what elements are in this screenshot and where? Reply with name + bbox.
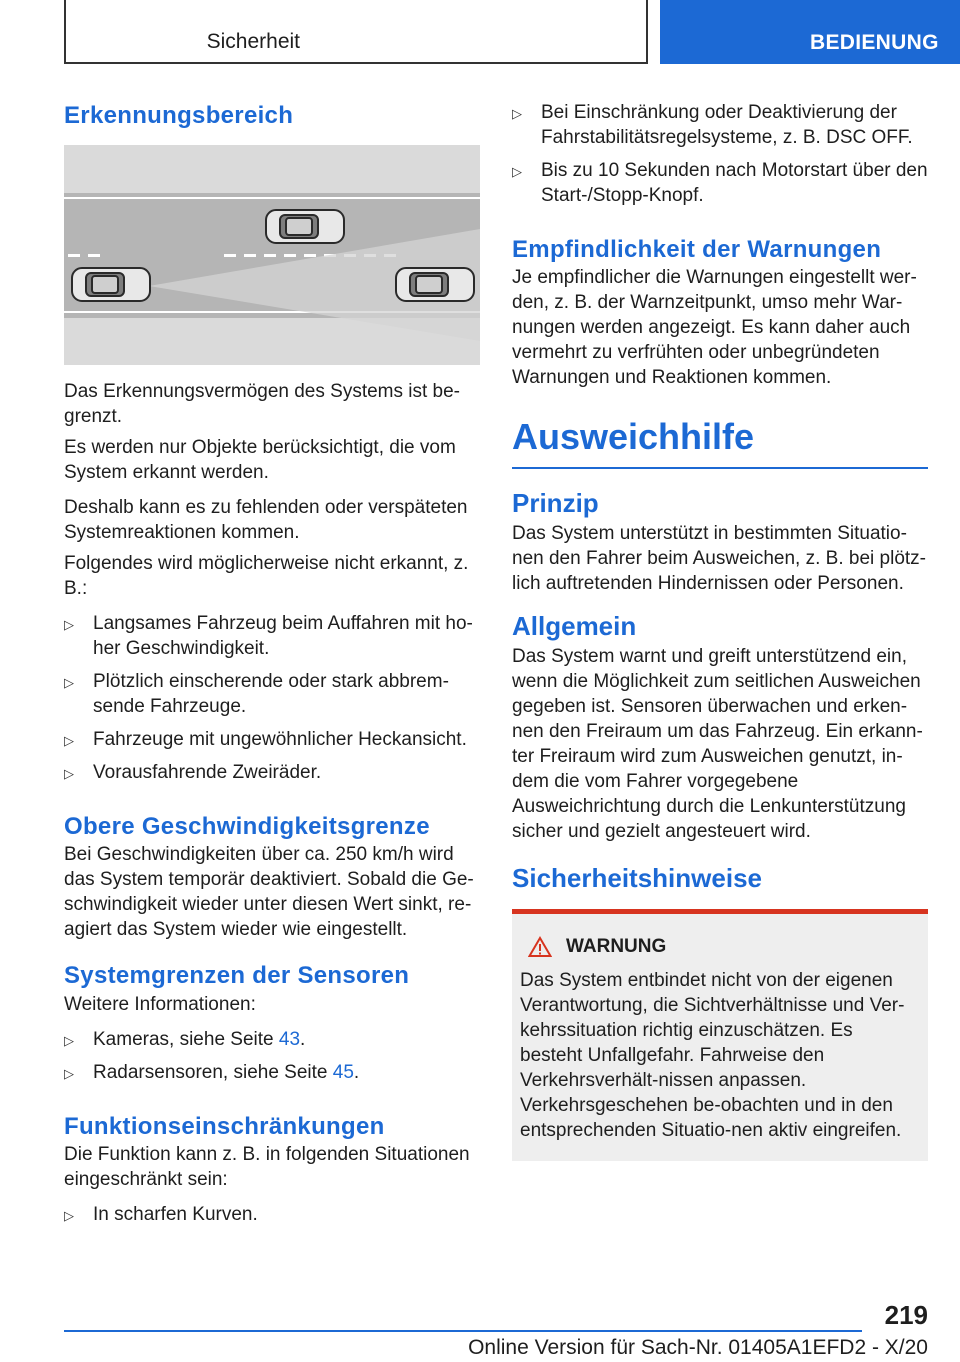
warning-title: WARNUNG [566, 936, 667, 958]
triangle-bullet-icon: ▷ [64, 1032, 74, 1048]
heading-systemgrenzen-sensoren: Systemgrenzen der Sensoren [64, 962, 410, 990]
paragraph: Das System unterstützt in bestimmten Situatio-nen den Fahrer beim Ausweichen, z. B. bei plötz-lich auftretenden Hindernissen oder Personen. [512, 522, 927, 594]
paragraph: Das Erkennungsvermögen des Systems ist be-grenzt. [64, 381, 461, 428]
triangle-bullet-icon: ▷ [64, 675, 74, 691]
paragraph: Es werden nur Objekte berücksichtigt, die vom System erkannt werden. [64, 437, 456, 484]
page-link-43[interactable]: 43 [278, 1028, 301, 1050]
heading-sicherheitshinweise: Sicherheitshinweise [512, 862, 762, 893]
warning-box [512, 909, 928, 1161]
not-detected-list [64, 611, 480, 785]
header-chapter-label: BEDIENUNG [810, 31, 939, 54]
warning-triangle-icon [528, 936, 552, 958]
footer-rule [64, 1330, 862, 1332]
triangle-bullet-icon: ▷ [64, 1065, 74, 1081]
list-item: ▷ Langsames Fahrzeug beim Auffahren mit ho-her Geschwindigkeit. [64, 613, 473, 660]
list-item: ▷ Bis zu 10 Sekunden nach Motorstart über den Start-/Stopp-Knopf. [512, 160, 928, 206]
page-link-45[interactable]: 45 [332, 1061, 354, 1083]
paragraph: Die Funktion kann z. B. in folgenden Situationen eingeschränkt sein: [64, 1143, 470, 1190]
triangle-bullet-icon: ▷ [64, 1207, 74, 1223]
paragraph: Weitere Informationen: [64, 993, 256, 1015]
list-item: ▷ Kameras, siehe Seite 43. [64, 1027, 480, 1052]
right-column [512, 100, 928, 1161]
header-frame [64, 0, 648, 64]
paragraph: Das System warnt und greift unterstützend ein, wenn die Möglichkeit zum seitlichen Ausweichen gegeben ist. Sensoren überwachen und erken-nen den Freiraum um das Fahrzeug. Ein erkann-ter Freiraum wird zum Ausweichen genutzt, in-dem die vom Fahrer vorgegebene Ausweichrichtung durch die Lenkunterstützung sicher und gezielt angesteuert wird. [512, 645, 923, 842]
car-left [72, 268, 150, 301]
limitation-list-continued [512, 100, 928, 208]
triangle-bullet-icon: ▷ [64, 733, 74, 749]
heading-empfindlichkeit: Empfindlichkeit der Warnungen [512, 236, 882, 263]
list-item: ▷ Bei Einschränkung oder Deaktivierung der Fahrstabilitätsregelsysteme, z. B. DSC OFF. [512, 102, 913, 148]
paragraph: Folgendes wird möglicherweise nicht erkannt, z. B.: [64, 553, 469, 600]
header-section-title: Sicherheit [206, 30, 300, 53]
car-right [396, 268, 474, 301]
heading-ausweichhilfe: Ausweichhilfe [512, 416, 755, 458]
heading-funktionseinschraenkungen: Funktionseinschränkungen [64, 1112, 385, 1140]
triangle-bullet-icon: ▷ [512, 164, 522, 179]
left-column [64, 100, 480, 1235]
page-number: 219 [884, 1300, 928, 1330]
heading-allgemein: Allgemein [512, 610, 637, 641]
list-item: ▷ Plötzlich einscherende oder stark abbrem-sende Fahrzeuge. [64, 671, 449, 718]
heading-obere-geschwindigkeitsgrenze: Obere Geschwindigkeitsgrenze [64, 813, 430, 841]
triangle-bullet-icon: ▷ [512, 106, 522, 121]
paragraph: Je empfindlicher die Warnungen eingestellt wer-den, z. B. der Warnzeitpunkt, umso mehr War-nungen werden angezeigt. Es kann daher auch vermehrt zu verfrühten oder unbegründeten Warnungen und Reaktionen kommen. [512, 267, 917, 389]
triangle-bullet-icon: ▷ [64, 766, 74, 782]
detection-range-illustration [64, 145, 480, 365]
list-item: ▷ Radarsensoren, siehe Seite 45. [64, 1060, 480, 1085]
detection-range-figure [64, 145, 480, 365]
paragraph: Bei Geschwindigkeiten über ca. 250 km/h wird das System temporär deaktiviert. Sobald die Ge-schwindigkeit wieder unter diesen Wert sinkt, re-agiert das System wieder wie eingestellt. [64, 844, 474, 941]
list-item: ▷ Vorausfahrende Zweiräder. [64, 760, 480, 785]
header-chapter-tab[interactable] [660, 0, 960, 64]
limitation-list [64, 1202, 480, 1227]
heading-erkennungsbereich: Erkennungsbereich [64, 102, 294, 129]
triangle-bullet-icon: ▷ [64, 617, 74, 633]
warning-title-row [528, 936, 920, 958]
sensor-reference-list [64, 1027, 480, 1085]
car-ahead [266, 210, 344, 243]
warning-text: Das System entbindet nicht von der eigenen Verantwortung, die Sichtverhältnisse und Ver-kehrssituation richtig einzuschätzen. Es besteht Unfallgefahr. Fahrweise den Verkehrsverhält-nissen anpassen. Verkehrsgeschehen be-obachten und in den entsprechenden Situatio-nen aktiv eingreifen. [520, 970, 905, 1142]
footer-version-text: Online Version für Sach-Nr. 01405A1EFD2 - X/20 [468, 1336, 928, 1359]
paragraph: Deshalb kann es zu fehlenden oder verspäteten Systemreaktionen kommen. [64, 497, 468, 544]
heading-prinzip: Prinzip [512, 487, 599, 518]
list-item: ▷ In scharfen Kurven. [64, 1202, 480, 1227]
list-item: ▷ Fahrzeuge mit ungewöhnlicher Heckansicht. [64, 727, 480, 752]
